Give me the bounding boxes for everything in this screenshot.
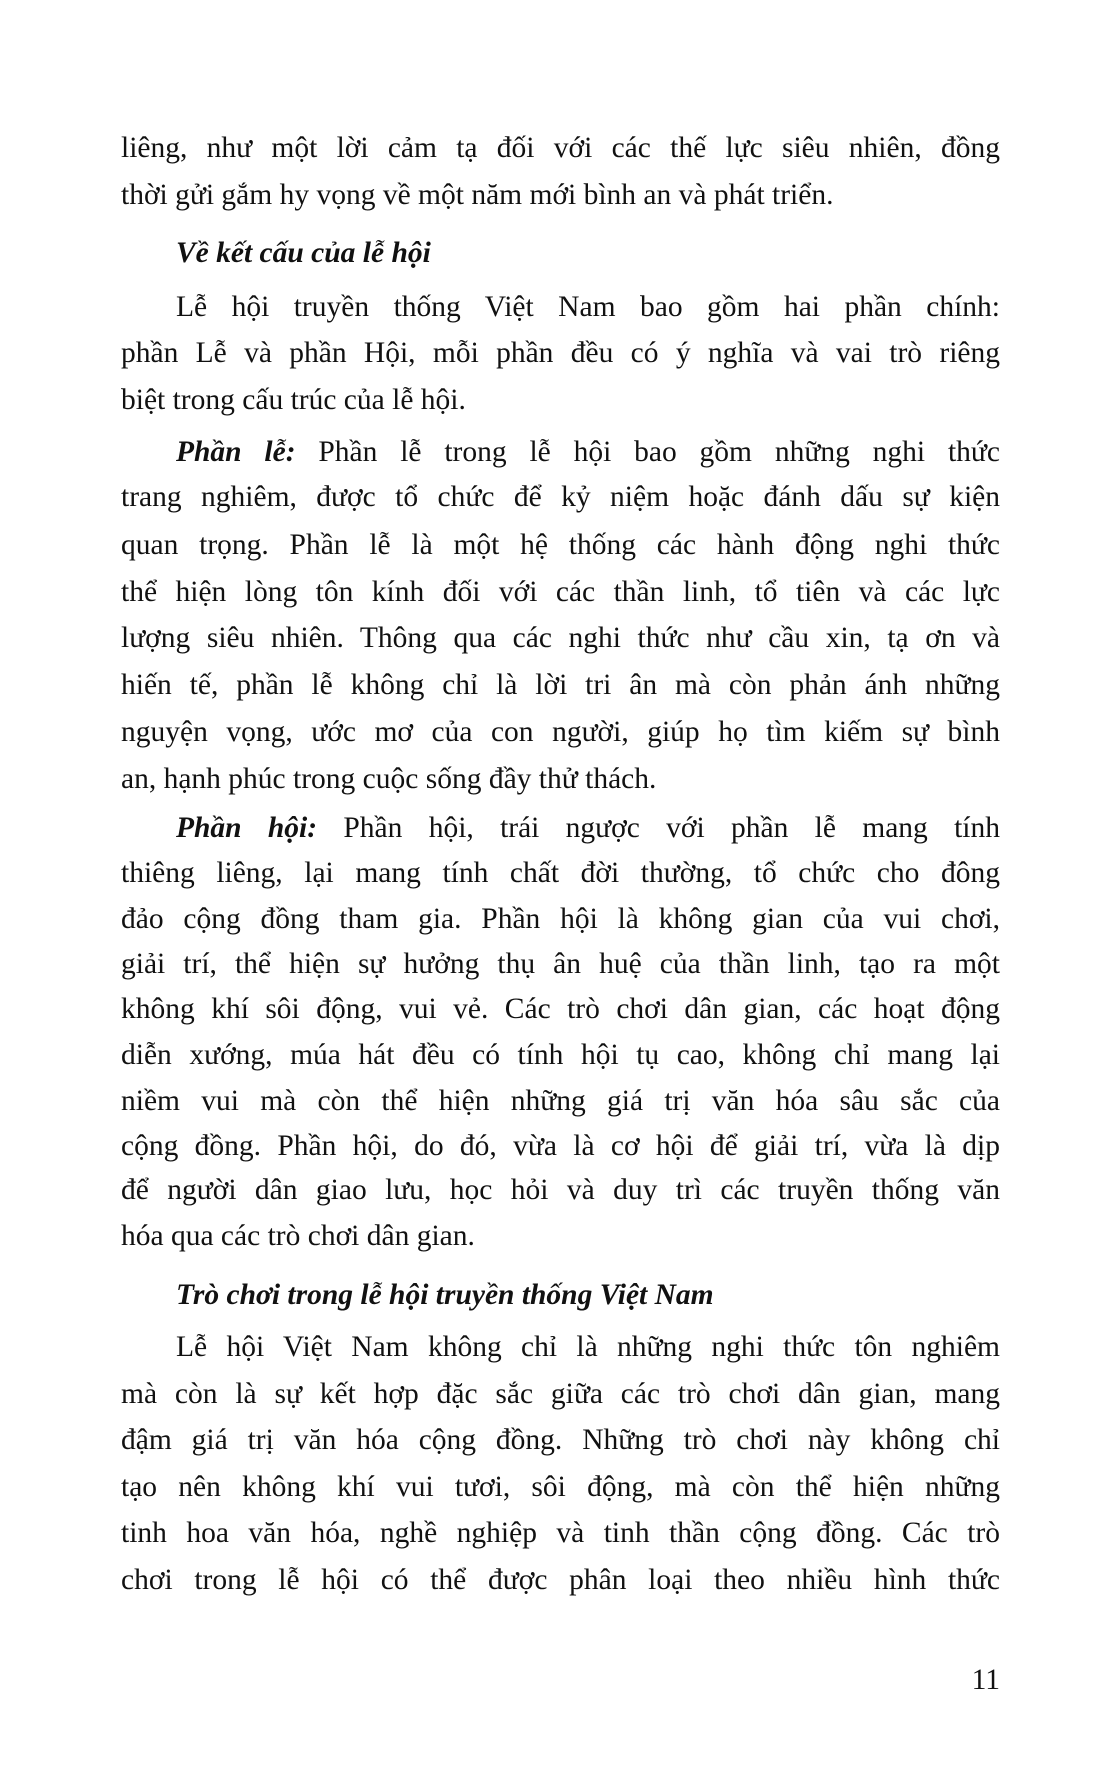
text-line: Lễ hội truyền thống Việt Nam bao gồm hai phần chính: <box>176 291 1000 323</box>
text-line: thời gửi gắm hy vọng về một năm mới bình an và phát triển. <box>121 179 834 211</box>
text-line <box>176 429 1000 475</box>
text-line: đảo cộng đồng tham gia. Phần hội là không gian của vui chơi, <box>121 903 1000 935</box>
text-line: tinh hoa văn hóa, nghề nghiệp và tinh thần cộng đồng. Các trò <box>121 1517 1000 1549</box>
text-line: quan trọng. Phần lễ là một hệ thống các hành động nghi thức <box>121 529 1000 561</box>
text-line: biệt trong cấu trúc của lễ hội. <box>121 384 466 416</box>
text-line: phần Lễ và phần Hội, mỗi phần đều có ý nghĩa và vai trò riêng <box>121 337 1000 369</box>
text-line: lượng siêu nhiên. Thông qua các nghi thức như cầu xin, tạ ơn và <box>121 622 1000 654</box>
page-number: 11 <box>971 1664 1000 1696</box>
text-line: để người dân giao lưu, học hỏi và duy trì các truyền thống văn <box>121 1174 1000 1206</box>
text-line: Lễ hội Việt Nam không chỉ là những nghi thức tôn nghiêm <box>176 1331 1000 1363</box>
text-line: niềm vui mà còn thể hiện những giá trị văn hóa sâu sắc của <box>121 1085 1000 1117</box>
line-text: Phần hội, trái ngược với phần lễ mang tính <box>317 812 1000 844</box>
text-line: tạo nên không khí vui tươi, sôi động, mà còn thể hiện những <box>121 1471 1000 1503</box>
text-line: mà còn là sự kết hợp đặc sắc giữa các trò chơi dân gian, mang <box>121 1378 1000 1410</box>
line-text: Phần lễ trong lễ hội bao gồm những nghi thức <box>295 436 1000 468</box>
text-line: nguyện vọng, ước mơ của con người, giúp họ tìm kiếm sự bình <box>121 716 1000 748</box>
text-line: không khí sôi động, vui vẻ. Các trò chơi dân gian, các hoạt động <box>121 993 1000 1025</box>
text-line <box>176 805 1000 851</box>
text-line: hóa qua các trò chơi dân gian. <box>121 1220 475 1252</box>
text-line: an, hạnh phúc trong cuộc sống đầy thử thách. <box>121 763 657 795</box>
run-in-heading: Phần lễ: <box>176 436 296 468</box>
section-heading: Về kết cấu của lễ hội <box>176 237 431 269</box>
text-line: thể hiện lòng tôn kính đối với các thần linh, tổ tiên và các lực <box>121 576 1000 608</box>
text-line: chơi trong lễ hội có thể được phân loại theo nhiều hình thức <box>121 1564 1000 1596</box>
text-line: giải trí, thể hiện sự hưởng thụ ân huệ của thần linh, tạo ra một <box>121 948 1000 980</box>
text-line: hiến tế, phần lễ không chỉ là lời tri ân mà còn phản ánh những <box>121 669 1000 701</box>
section-heading: Trò chơi trong lễ hội truyền thống Việt Nam <box>176 1279 714 1311</box>
text-line: liêng, như một lời cảm tạ đối với các thế lực siêu nhiên, đồng <box>121 132 1000 164</box>
text-line: đậm giá trị văn hóa cộng đồng. Những trò chơi này không chỉ <box>121 1424 1000 1456</box>
text-line: cộng đồng. Phần hội, do đó, vừa là cơ hội để giải trí, vừa là dịp <box>121 1130 1000 1162</box>
text-line: diễn xướng, múa hát đều có tính hội tụ cao, không chỉ mang lại <box>121 1039 1000 1071</box>
text-line: trang nghiêm, được tổ chức để kỷ niệm hoặc đánh dấu sự kiện <box>121 481 1000 513</box>
run-in-heading: Phần hội: <box>176 812 318 844</box>
text-line: thiêng liêng, lại mang tính chất đời thường, tổ chức cho đông <box>121 857 1000 889</box>
